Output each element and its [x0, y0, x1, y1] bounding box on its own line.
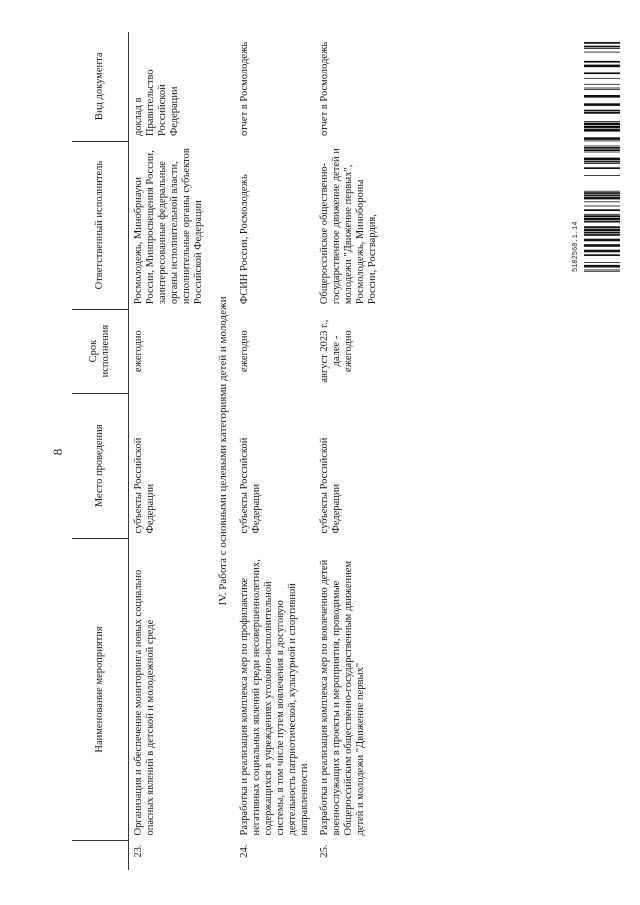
- row-num: 25.: [319, 844, 330, 858]
- barcode-bar: [584, 161, 620, 163]
- barcode-bar: [584, 271, 620, 272]
- barcode-bar: [584, 121, 620, 122]
- barcode-bar: [584, 175, 620, 176]
- section-row: [209, 32, 235, 870]
- barcode-bar: [584, 149, 620, 151]
- header-num: [72, 840, 129, 870]
- row-term: август 2023 г., далее - ежегодно: [319, 319, 354, 383]
- table-row: [315, 32, 383, 870]
- barcode-bar: [584, 158, 620, 161]
- header-responsible: Ответственный исполнитель: [72, 141, 129, 309]
- barcode-bar: [584, 265, 620, 268]
- barcode-bar: [584, 110, 620, 112]
- barcode-bar: [584, 46, 620, 48]
- row-name: Организация и обеспечение мониторинга новых социально опасных явлений в детской и молодежной среде: [133, 569, 156, 836]
- barcode-bar: [584, 197, 620, 200]
- barcode-bar: [584, 123, 620, 126]
- table-row: [129, 32, 210, 870]
- barcode-bar: [584, 262, 620, 263]
- barcode-bar: [584, 167, 620, 169]
- barcode-bar: [584, 141, 620, 142]
- barcode-bar: [584, 42, 620, 44]
- barcode-bar: [584, 65, 620, 68]
- barcode-bar: [584, 84, 620, 85]
- barcode-bar: [584, 254, 620, 256]
- barcode-bar: [584, 52, 620, 53]
- barcode-bar: [584, 195, 620, 197]
- barcode-bar: [584, 192, 620, 194]
- barcode-bar: [584, 214, 620, 215]
- barcode-bar: [584, 88, 620, 89]
- page-number: 8: [50, 448, 65, 456]
- row-doc-type: доклад в Правительство Российской Федерации: [133, 69, 180, 137]
- header-doc-type: Вид документа: [72, 32, 129, 141]
- barcode-bar: [584, 206, 620, 207]
- barcode-bar: [584, 89, 620, 90]
- row-responsible: ФСИН России, Росмолодежь: [239, 174, 250, 305]
- barcode-bar: [584, 270, 620, 271]
- barcode-bar: [584, 191, 620, 192]
- barcode-bar: [584, 103, 620, 106]
- barcode-bar: [584, 250, 620, 253]
- barcode-bar: [584, 146, 620, 147]
- barcode-bar: [584, 152, 620, 153]
- table-header-row: [72, 32, 129, 870]
- header-place: Место проведения: [72, 393, 129, 538]
- barcode-bar: [584, 78, 620, 79]
- header-term: Срок исполнения: [72, 309, 129, 393]
- row-place: субъекты Российской Федерации: [239, 437, 262, 534]
- row-num: 24.: [239, 844, 250, 858]
- row-place: субъекты Российской Федерации: [319, 437, 342, 534]
- row-doc-type: отчет в Росмолодежь: [319, 41, 330, 137]
- barcode-bar: [584, 126, 620, 129]
- section-title: IV. Работа с основными целевыми категориями детей и молодежи: [217, 296, 229, 606]
- barcode-bar: [584, 226, 620, 228]
- row-responsible: Росмолодежь, Минобрнауки России, Минпросвещения России, заинтересованные федеральные органы исполнительной власти, исполнительные органы субъектов Российской Федерации: [133, 148, 204, 305]
- barcode-bar: [584, 232, 620, 234]
- barcode-bar: [584, 234, 620, 236]
- barcode-bar: [584, 112, 620, 114]
- row-term: ежегодно: [133, 330, 144, 372]
- row-term: ежегодно: [239, 330, 250, 372]
- barcode-bar: [584, 244, 620, 247]
- barcode-bar: [584, 229, 620, 232]
- barcode-bar: [584, 221, 620, 223]
- row-responsible: Общероссийское общественно-государственное движение детей и молодежи "Движение первых", Росмолодежь, Минобороны России, Росгвардия,: [319, 148, 378, 305]
- barcode-bar: [584, 95, 620, 98]
- row-doc-type: отчет в Росмолодежь: [239, 41, 250, 137]
- row-place: субъекты Российской Федерации: [133, 437, 156, 534]
- barcode-bar: [584, 218, 620, 221]
- row-name: Разработка и реализация комплекса мер по вовлечению детей военнослужащих в проекты и мероприятия, проводимые Общероссийским общественно-государственным движением детей и молодежи "Движение первых": [319, 559, 366, 836]
- barcode-bar: [584, 147, 620, 149]
- barcode-bar: [584, 201, 620, 202]
- barcode-bar: [584, 137, 620, 140]
- row-name: Разработка и реализация комплекса мер по профилактике негативных социальных явлений среди несовершеннолетних, содержащихся в учреждениях уголовно-исполнительной системы, в том числе путем вовлечения в досуговую деятельность патриотической, культурной и спортивной направленности: [239, 559, 310, 836]
- barcode-bar: [584, 215, 620, 217]
- barcode-bar: [584, 209, 620, 211]
- barcode-bar: [584, 48, 620, 49]
- barcode-bar: [584, 72, 620, 74]
- table-row: [235, 32, 315, 870]
- row-num: 23.: [133, 844, 144, 858]
- barcode-bar: [584, 239, 620, 242]
- barcode-bar: [584, 129, 620, 132]
- barcode-bar: [584, 61, 620, 63]
- barcode-number: 5182568.1.14: [572, 221, 580, 272]
- measures-table: [72, 32, 383, 870]
- header-name: Наименование мероприятия: [72, 538, 129, 840]
- barcode-bar: [584, 163, 620, 164]
- barcode: [584, 42, 620, 272]
